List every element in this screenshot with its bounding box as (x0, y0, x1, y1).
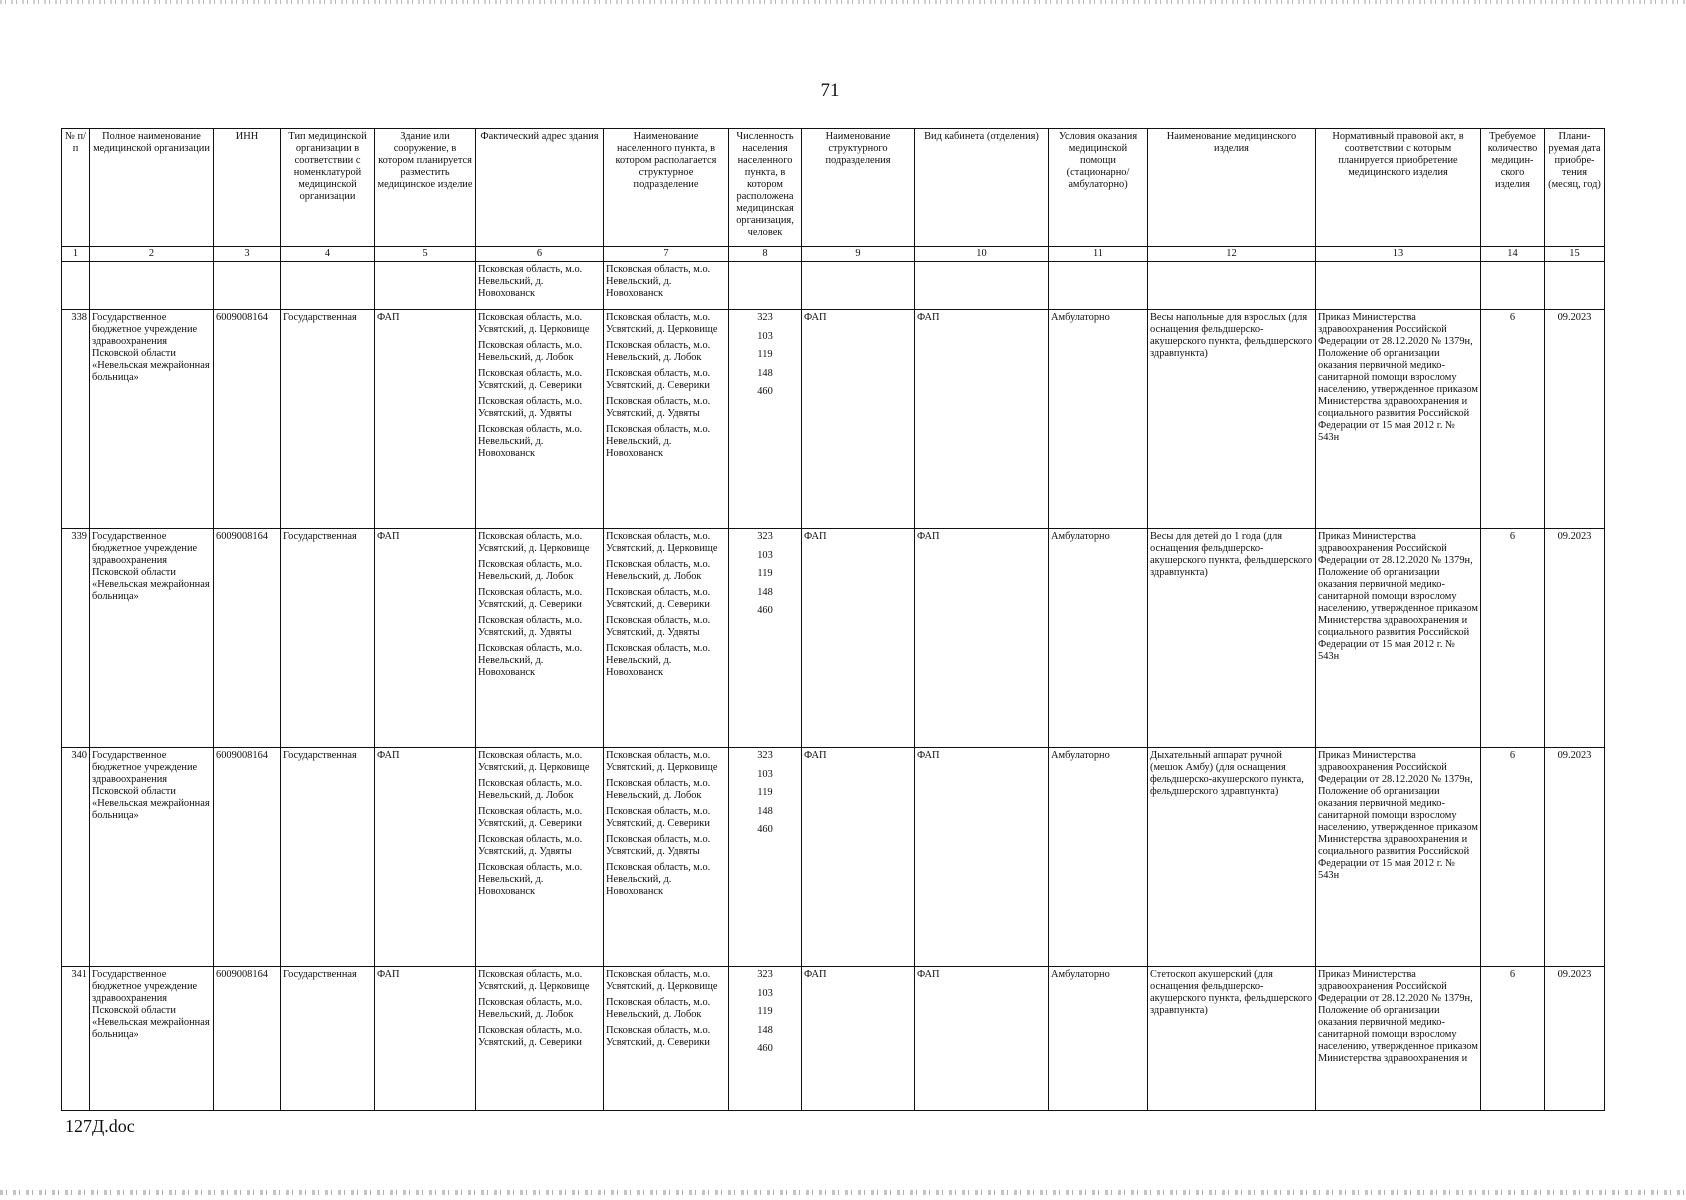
care-conditions: Амбулаторно (1049, 748, 1148, 967)
settlement-line: Псковская область, м.о. Невельский, д. Новохованск (606, 643, 711, 678)
address-line: Псковская область, м.о. Усвятский, д. Церковище (478, 969, 590, 992)
population-value: 148 (757, 367, 773, 379)
legal-act: Приказ Министерства здравоохранения Российской Федерации от 28.12.2020 № 1379н, Положение об организации оказания первичной медико-санитарной помощи взрослому населению, утвержденное приказом Министерства здравоохранения и социального развития Российской Федерации от 15 мая 2012 г. № 543н (1316, 748, 1481, 967)
scan-edge-top (0, 0, 1686, 4)
org-type: Государственная (281, 967, 375, 1111)
column-number: 14 (1481, 247, 1545, 262)
org-name: Государственное бюджетное учреждение здравоохранения Псковской области «Невельская межрайонная больница» (90, 967, 214, 1111)
cabinet-type: ФАП (915, 529, 1049, 748)
address-line: Псковская область, м.о. Невельский, д. Лобок (478, 997, 583, 1020)
org-type: Государственная (281, 529, 375, 748)
population-cell (729, 967, 802, 1111)
settlement-line: Псковская область, м.о. Невельский, д. Новохованск (606, 424, 711, 459)
settlement-line: Псковская область, м.о. Невельский, д. Лобок (606, 340, 711, 363)
cabinet-type: ФАП (915, 310, 1049, 529)
purchase-date: 09.2023 (1545, 967, 1605, 1111)
row-number: 341 (62, 967, 90, 1111)
settlement-line: Псковская область, м.о. Усвятский, д. Церковище (606, 531, 718, 554)
population-cell (729, 748, 802, 967)
page-number: 71 (820, 80, 840, 101)
header-cell: Численность населения населенного пункта, в котором расположена медицинская организация, человек (729, 129, 802, 247)
header-cell: Тип медицинской организации в соответствии с номенклатурой медицинской организации (281, 129, 375, 247)
population-value: 460 (757, 1043, 773, 1055)
header-cell: Полное наименование медицинской организации (90, 129, 214, 247)
column-number: 8 (729, 247, 802, 262)
table-row (62, 310, 1605, 529)
population-value: 103 (757, 330, 773, 342)
care-conditions: Амбулаторно (1049, 967, 1148, 1111)
org-name: Государственное бюджетное учреждение здравоохранения Псковской области «Невельская межрайонная больница» (90, 748, 214, 967)
address-line: Псковская область, м.о. Невельский, д. Новохованск (478, 862, 583, 897)
population-value: 323 (757, 531, 773, 542)
settlement-cell (604, 967, 729, 1111)
quantity: 6 (1481, 310, 1545, 529)
settlement-cell: Псковская область, м.о. Невельский, д. Новохованск (604, 262, 729, 310)
population-value: 103 (757, 549, 773, 561)
cabinet-type: ФАП (915, 967, 1049, 1111)
address-cell (476, 310, 604, 529)
address-line: Псковская область, м.о. Усвятский, д. Церковище (478, 312, 590, 335)
population-value: 119 (757, 1006, 773, 1018)
table-row (62, 967, 1605, 1111)
unit-name: ФАП (802, 310, 915, 529)
unit-name: ФАП (802, 748, 915, 967)
org-name: Государственное бюджетное учреждение здравоохранения Псковской области «Невельская межрайонная больница» (90, 310, 214, 529)
header-cell: Здание или сооружение, в котором планируется разместить медицинское изделие (375, 129, 476, 247)
address-line: Псковская область, м.о. Усвятский, д. Северики (478, 1025, 583, 1048)
purchase-date: 09.2023 (1545, 748, 1605, 967)
row-number: 338 (62, 310, 90, 529)
cabinet-type: ФАП (915, 748, 1049, 967)
quantity: 6 (1481, 748, 1545, 967)
purchase-date: 09.2023 (1545, 529, 1605, 748)
settlement-line: Псковская область, м.о. Невельский, д. Лобок (606, 778, 711, 801)
settlement-line: Псковская область, м.о. Усвятский, д. Северики (606, 587, 711, 610)
population-value: 148 (757, 805, 773, 817)
unit-name: ФАП (802, 967, 915, 1111)
address-line: Псковская область, м.о. Усвятский, д. Церковище (478, 750, 590, 773)
population-value: 148 (757, 586, 773, 598)
header-cell: Наименование структурного подразделения (802, 129, 915, 247)
population-cell (729, 529, 802, 748)
address-line: Псковская область, м.о. Усвятский, д. Северики (478, 587, 583, 610)
header-cell: Наименование населенного пункта, в котором располагается структурное подразделение (604, 129, 729, 247)
header-cell: Нормативный правовой акт, в соответствии с которым планируется приобретение медицинского изделия (1316, 129, 1481, 247)
column-number: 7 (604, 247, 729, 262)
table-header-row (62, 129, 1605, 247)
column-number: 2 (90, 247, 214, 262)
settlement-line: Псковская область, м.о. Усвятский, д. Удвяты (606, 834, 711, 857)
header-cell: № п/п (62, 129, 90, 247)
building: ФАП (375, 967, 476, 1111)
quantity: 6 (1481, 529, 1545, 748)
quantity: 6 (1481, 967, 1545, 1111)
settlement-line: Псковская область, м.о. Усвятский, д. Церковище (606, 312, 718, 335)
column-number: 11 (1049, 247, 1148, 262)
inn: 6009008164 (214, 967, 281, 1111)
population-value: 460 (757, 386, 773, 398)
header-cell: Требуемое количество медицин-ского изделия (1481, 129, 1545, 247)
inn: 6009008164 (214, 748, 281, 967)
document-filename: 127Д.doc (65, 1116, 135, 1136)
column-number: 10 (915, 247, 1049, 262)
row-number: 340 (62, 748, 90, 967)
settlement-line: Псковская область, м.о. Усвятский, д. Северики (606, 368, 711, 391)
column-number: 6 (476, 247, 604, 262)
address-line: Псковская область, м.о. Невельский, д. Новохованск (478, 424, 583, 459)
column-number: 1 (62, 247, 90, 262)
population-value: 323 (757, 969, 773, 980)
header-cell: Наименование медицинского изделия (1148, 129, 1316, 247)
address-cell (476, 748, 604, 967)
device-name: Стетоскоп акушерский (для оснащения фельдшерско-акушерского пункта, фельдшерского здравпункта) (1148, 967, 1316, 1111)
legal-act: Приказ Министерства здравоохранения Российской Федерации от 28.12.2020 № 1379н, Положение об организации оказания первичной медико-санитарной помощи взрослому населению, утвержденное приказом Министерства здравоохранения и (1316, 967, 1481, 1111)
care-conditions: Амбулаторно (1049, 529, 1148, 748)
settlement-cell (604, 310, 729, 529)
settlement-line: Псковская область, м.о. Усвятский, д. Удвяты (606, 615, 711, 638)
address-line: Псковская область, м.о. Невельский, д. Лобок (478, 340, 583, 363)
population-cell (729, 310, 802, 529)
device-name: Весы напольные для взрослых (для оснащения фельдшерско-акушерского пункта, фельдшерского здравпункта) (1148, 310, 1316, 529)
care-conditions: Амбулаторно (1049, 310, 1148, 529)
column-number: 3 (214, 247, 281, 262)
population-value: 103 (757, 987, 773, 999)
column-number: 5 (375, 247, 476, 262)
population-value: 119 (757, 349, 773, 361)
header-cell: Вид кабинета (отделения) (915, 129, 1049, 247)
address-cell (476, 967, 604, 1111)
address-line: Псковская область, м.о. Невельский, д. Лобок (478, 778, 583, 801)
settlement-line: Псковская область, м.о. Невельский, д. Лобок (606, 997, 711, 1020)
population-value: 103 (757, 768, 773, 780)
header-cell: Фактический адрес здания (476, 129, 604, 247)
building: ФАП (375, 529, 476, 748)
population-value: 119 (757, 787, 773, 799)
building: ФАП (375, 310, 476, 529)
org-type: Государственная (281, 310, 375, 529)
inn: 6009008164 (214, 310, 281, 529)
population-value: 148 (757, 1024, 773, 1036)
header-cell: Плани-руемая дата приобре-тения (месяц, год) (1545, 129, 1605, 247)
settlement-cell (604, 748, 729, 967)
settlement-line: Псковская область, м.о. Усвятский, д. Удвяты (606, 396, 711, 419)
address-line: Псковская область, м.о. Усвятский, д. Удвяты (478, 834, 583, 857)
header-cell: ИНН (214, 129, 281, 247)
population-value: 323 (757, 750, 773, 761)
org-name: Государственное бюджетное учреждение здравоохранения Псковской области «Невельская межрайонная больница» (90, 529, 214, 748)
equipment-table (61, 128, 1605, 1111)
inn: 6009008164 (214, 529, 281, 748)
population-value: 460 (757, 605, 773, 617)
settlement-cell (604, 529, 729, 748)
population-value: 323 (757, 312, 773, 323)
column-number: 13 (1316, 247, 1481, 262)
settlement-line: Псковская область, м.о. Усвятский, д. Церковище (606, 750, 718, 773)
legal-act: Приказ Министерства здравоохранения Российской Федерации от 28.12.2020 № 1379н, Положение об организации оказания первичной медико-санитарной помощи взрослому населению, утвержденное приказом Министерства здравоохранения и социального развития Российской Федерации от 15 мая 2012 г. № 543н (1316, 310, 1481, 529)
address-line: Псковская область, м.о. Невельский, д. Новохованск (478, 643, 583, 678)
settlement-line: Псковская область, м.о. Невельский, д. Новохованск (606, 862, 711, 897)
address-line: Псковская область, м.о. Усвятский, д. Удвяты (478, 615, 583, 638)
scan-edge-bottom (0, 1190, 1686, 1195)
column-number-row (62, 247, 1605, 262)
purchase-date: 09.2023 (1545, 310, 1605, 529)
device-name: Весы для детей до 1 года (для оснащения фельдшерско-акушерского пункта, фельдшерского здравпункта) (1148, 529, 1316, 748)
address-cell (476, 529, 604, 748)
address-line: Псковская область, м.о. Усвятский, д. Северики (478, 806, 583, 829)
column-number: 15 (1545, 247, 1605, 262)
address-cell: Псковская область, м.о. Невельский, д. Новохованск (476, 262, 604, 310)
address-line: Псковская область, м.о. Усвятский, д. Церковище (478, 531, 590, 554)
org-type: Государственная (281, 748, 375, 967)
settlement-line: Псковская область, м.о. Усвятский, д. Церковище (606, 969, 718, 992)
table-row (62, 748, 1605, 967)
column-number: 12 (1148, 247, 1316, 262)
settlement-line: Псковская область, м.о. Усвятский, д. Северики (606, 1025, 711, 1048)
column-number: 9 (802, 247, 915, 262)
legal-act: Приказ Министерства здравоохранения Российской Федерации от 28.12.2020 № 1379н, Положение об организации оказания первичной медико-санитарной помощи взрослому населению, утвержденное приказом Министерства здравоохранения и социального развития Российской Федерации от 15 мая 2012 г. № 543н (1316, 529, 1481, 748)
row-number: 339 (62, 529, 90, 748)
unit-name: ФАП (802, 529, 915, 748)
address-line: Псковская область, м.о. Невельский, д. Лобок (478, 559, 583, 582)
settlement-line: Псковская область, м.о. Невельский, д. Лобок (606, 559, 711, 582)
header-cell: Условия оказания медицинской помощи (стационарно/ амбулаторно) (1049, 129, 1148, 247)
address-line: Псковская область, м.о. Усвятский, д. Северики (478, 368, 583, 391)
device-name: Дыхательный аппарат ручной (мешок Амбу) (для оснащения фельдшерско-акушерского пункта, фельдшерского здравпункта) (1148, 748, 1316, 967)
continuation-row (62, 262, 1605, 310)
settlement-line: Псковская область, м.о. Усвятский, д. Северики (606, 806, 711, 829)
population-value: 119 (757, 568, 773, 580)
building: ФАП (375, 748, 476, 967)
address-line: Псковская область, м.о. Усвятский, д. Удвяты (478, 396, 583, 419)
population-value: 460 (757, 824, 773, 836)
column-number: 4 (281, 247, 375, 262)
table-row (62, 529, 1605, 748)
